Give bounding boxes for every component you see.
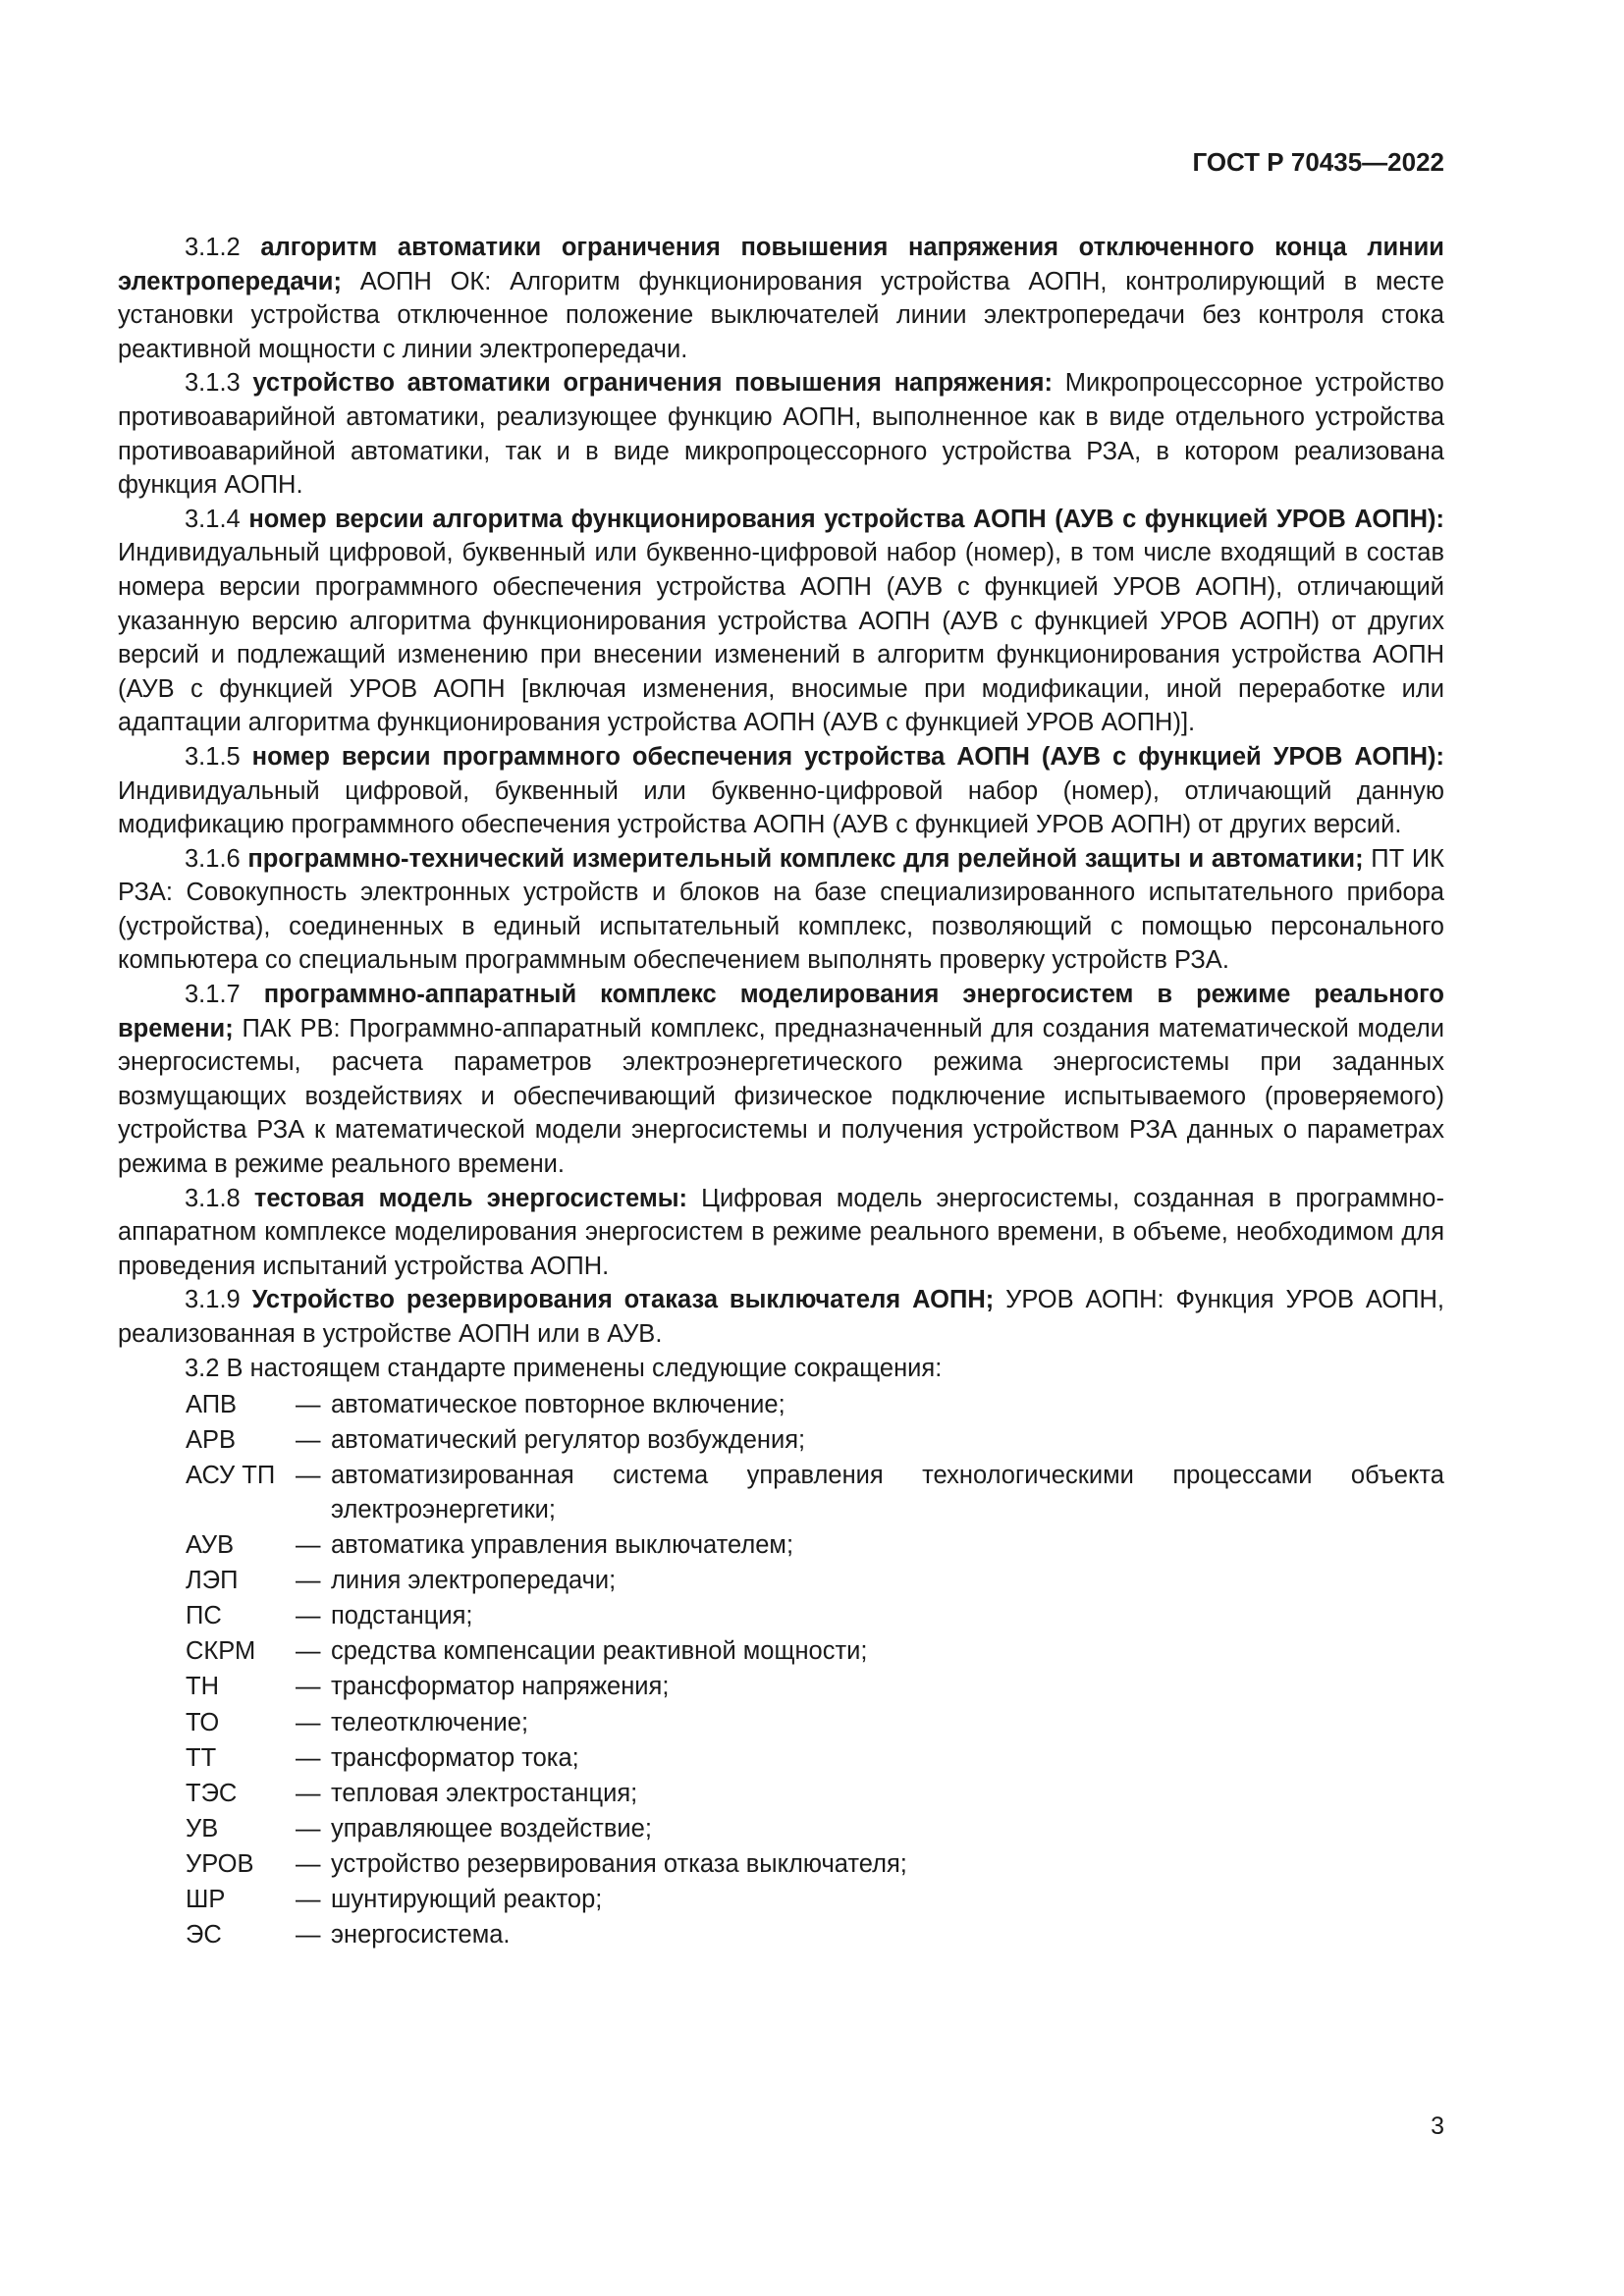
abbreviation-code: АРВ xyxy=(186,1426,237,1455)
abbreviation-code: ТО xyxy=(186,1708,220,1736)
abbreviation-row xyxy=(118,1528,1444,1563)
definition-number: 3.1.9 xyxy=(185,1286,241,1314)
abbreviation-definition: устройство резервирования отказа выключателя; xyxy=(331,1849,907,1878)
abbreviation-dash: — xyxy=(296,1743,321,1772)
abbreviation-row xyxy=(118,1918,1444,1952)
abbreviation-code: ТТ xyxy=(186,1743,217,1772)
document-body xyxy=(118,231,1444,1953)
abbreviation-code: СКРМ xyxy=(186,1637,256,1666)
definition-term: программно-аппаратный комплекс моделирования энергосистем в режиме реального времени; xyxy=(118,981,1444,1042)
abbreviation-definition: трансформатор тока; xyxy=(331,1743,579,1772)
abbreviation-dash: — xyxy=(296,1567,321,1595)
abbreviation-definition: энергосистема. xyxy=(331,1921,511,1949)
definition-term: программно-технический измерительный комплекс для релейной защиты и автоматики; xyxy=(247,844,1364,873)
abbreviation-definition: тепловая электростанция; xyxy=(331,1779,638,1807)
definition-3-1-3 xyxy=(118,366,1444,502)
abbreviation-definition: автоматическое повторное включение; xyxy=(331,1391,785,1419)
abbreviation-dash: — xyxy=(296,1779,321,1807)
definitions-section xyxy=(118,231,1444,1352)
definition-text: Микропроцессорное устройство противоаварийной автоматики, реализующее функцию АОПН, выполненное как в виде отдельного устройства противоаварийной автоматики, так и в виде микропроцессорного устройства РЗА, в котором реализована функция АОПН. xyxy=(118,369,1444,500)
definition-number: 3.1.3 xyxy=(185,369,241,398)
page-number: 3 xyxy=(1431,2112,1444,2140)
abbreviation-row xyxy=(118,1741,1444,1776)
abbreviation-code: АПВ xyxy=(186,1391,238,1419)
abbreviation-row xyxy=(118,1706,1444,1740)
abbreviation-code: АУВ xyxy=(186,1531,235,1560)
definition-3-1-5 xyxy=(118,740,1444,842)
abbreviations-list xyxy=(118,1388,1444,1952)
definition-text: ПТ ИК РЗА: Совокупность электронных устройств и блоков на базе специализированного испытательного прибора (устройства), соединенных в единый испытательный комплекс, позволяющий с помощью персонального компьютера со специальным программным обеспечением выполнять проверку устройств РЗА. xyxy=(118,844,1445,975)
abbreviation-code: УВ xyxy=(186,1814,219,1842)
definition-number: 3.1.6 xyxy=(185,844,241,873)
definition-3-1-9 xyxy=(118,1283,1444,1351)
abbreviation-definition: телеотключение; xyxy=(331,1708,529,1736)
abbreviation-code: ТН xyxy=(186,1673,219,1701)
abbreviation-code: ПС xyxy=(186,1602,222,1630)
definition-term: тестовая модель энергосистемы: xyxy=(253,1184,687,1212)
definition-text: Цифровая модель энергосистемы, созданная в программно-аппаратном комплексе моделирования энергосистем в режиме реального времени, в объеме, необходимом для проведения испытаний устройства АОПН. xyxy=(118,1184,1444,1280)
abbreviation-dash: — xyxy=(296,1673,321,1701)
abbreviation-dash: — xyxy=(296,1531,321,1560)
abbreviation-dash: — xyxy=(296,1849,321,1878)
abbreviation-definition: подстанция; xyxy=(331,1602,473,1630)
abbreviation-row xyxy=(118,1423,1444,1458)
document-id-header: ГОСТ Р 70435—2022 xyxy=(1192,147,1444,177)
abbreviation-dash: — xyxy=(296,1637,321,1666)
abbreviation-dash: — xyxy=(296,1921,321,1949)
definition-text: АОПН ОК: Алгоритм функционирования устройства АОПН, контролирующий в месте установки устройства отключенное положение выключателей линии электропередачи без контроля стока реактивной мощности с линии электропередачи. xyxy=(118,267,1444,363)
definition-number: 3.1.8 xyxy=(185,1184,241,1212)
definition-number: 3.1.5 xyxy=(185,742,241,771)
abbreviation-row xyxy=(118,1777,1444,1811)
definition-term: номер версии программного обеспечения устройства АОПН (АУВ с функцией УРОВ АОПН): xyxy=(251,742,1444,771)
abbreviation-definition: шунтирующий реактор; xyxy=(331,1886,603,1913)
abbreviation-definition: автоматика управления выключателем; xyxy=(331,1531,794,1560)
abbreviation-row xyxy=(118,1634,1444,1669)
abbreviation-dash: — xyxy=(296,1602,321,1630)
definition-text: Индивидуальный цифровой, буквенный или буквенно-цифровой набор (номер), отличающий данную модификацию программного обеспечения устройства АОПН (АУВ с функцией УРОВ АОПН) от других версий. xyxy=(118,776,1444,839)
abbreviation-definition: трансформатор напряжения; xyxy=(331,1673,670,1701)
abbreviation-code: АСУ ТП xyxy=(186,1462,276,1490)
abbreviation-row xyxy=(118,1812,1444,1846)
abbreviation-row xyxy=(118,1599,1444,1633)
abbreviation-dash: — xyxy=(296,1426,321,1455)
definition-text: УРОВ АОПН: Функция УРОВ АОПН, реализованная в устройстве АОПН или в АУВ. xyxy=(118,1286,1444,1348)
definition-3-1-4 xyxy=(118,503,1444,740)
abbreviation-definition: управляющее воздействие; xyxy=(331,1814,652,1842)
definition-text: ПАК РВ: Программно-аппаратный комплекс, предназначенный для создания математической модели энергосистемы, расчета параметров электроэнергетического режима энергосистемы при заданных возмущающих воздействиях и обеспечивающий физическое подключение испытываемого (проверяемого) устройства РЗА к математической модели энергосистемы и получения устройством РЗА данных о параметрах режима в режиме реального времени. xyxy=(118,1014,1444,1179)
abbreviations-intro: 3.2 В настоящем стандарте применены следующие сокращения: xyxy=(185,1354,943,1382)
abbreviation-row xyxy=(118,1847,1444,1882)
abbreviation-dash: — xyxy=(296,1814,321,1842)
abbreviation-dash: — xyxy=(296,1886,321,1913)
abbreviation-row xyxy=(118,1670,1444,1704)
definition-number: 3.1.4 xyxy=(185,505,241,533)
definition-term: алгоритм автоматики ограничения повышения напряжения отключенного конца линии электропередачи; xyxy=(118,234,1444,295)
abbreviation-code: ЛЭП xyxy=(186,1567,239,1595)
abbreviation-definition: средства компенсации реактивной мощности; xyxy=(331,1637,868,1666)
definition-number: 3.1.7 xyxy=(185,981,241,1009)
definition-3-1-2 xyxy=(118,231,1444,366)
abbreviation-row xyxy=(118,1388,1444,1422)
abbreviation-dash: — xyxy=(296,1391,321,1419)
abbreviation-dash: — xyxy=(296,1708,321,1736)
definition-3-1-7 xyxy=(118,978,1444,1182)
abbreviation-definition: автоматизированная система управления технологическими процессами объекта электроэнергетики; xyxy=(331,1462,1444,1523)
definition-term: Устройство резервирования отаказа выключателя АОПН; xyxy=(251,1286,995,1314)
abbreviation-code: УРОВ xyxy=(186,1849,254,1878)
definition-text: Индивидуальный цифровой, буквенный или буквенно-цифровой набор (номер), в том числе входящий в состав номера версии программного обеспечения устройства АОПН (АУВ с функцией УРОВ АОПН), отличающий указанную версию алгоритма функционирования устройства АОПН (АУВ с функцией УРОВ АОПН) от других версий и подлежащий изменению при внесении изменений в алгоритм функционирования устройства АОПН (АУВ с функцией УРОВ АОПН [включая изменения, вносимые при модификации, иной переработке или адаптации алгоритма функционирования устройства АОПН (АУВ с функцией УРОВ АОПН)]. xyxy=(118,539,1444,737)
abbreviation-code: ЭС xyxy=(186,1921,222,1949)
definition-3-1-8 xyxy=(118,1182,1444,1284)
abbreviation-row xyxy=(118,1459,1444,1526)
abbreviation-row xyxy=(118,1883,1444,1917)
abbreviation-code: ТЭС xyxy=(186,1779,238,1807)
abbreviation-row xyxy=(118,1564,1444,1598)
definition-3-1-6 xyxy=(118,842,1444,978)
abbreviation-code: ШР xyxy=(186,1886,226,1913)
definition-term: номер версии алгоритма функционирования устройства АОПН (АУВ с функцией УРОВ АОПН): xyxy=(248,505,1444,533)
abbreviation-definition: линия электропередачи; xyxy=(331,1567,617,1595)
abbreviation-dash: — xyxy=(296,1462,321,1490)
abbreviation-definition: автоматический регулятор возбуждения; xyxy=(331,1426,806,1455)
definition-term: устройство автоматики ограничения повышения напряжения: xyxy=(252,369,1054,398)
definition-number: 3.1.2 xyxy=(185,234,241,261)
